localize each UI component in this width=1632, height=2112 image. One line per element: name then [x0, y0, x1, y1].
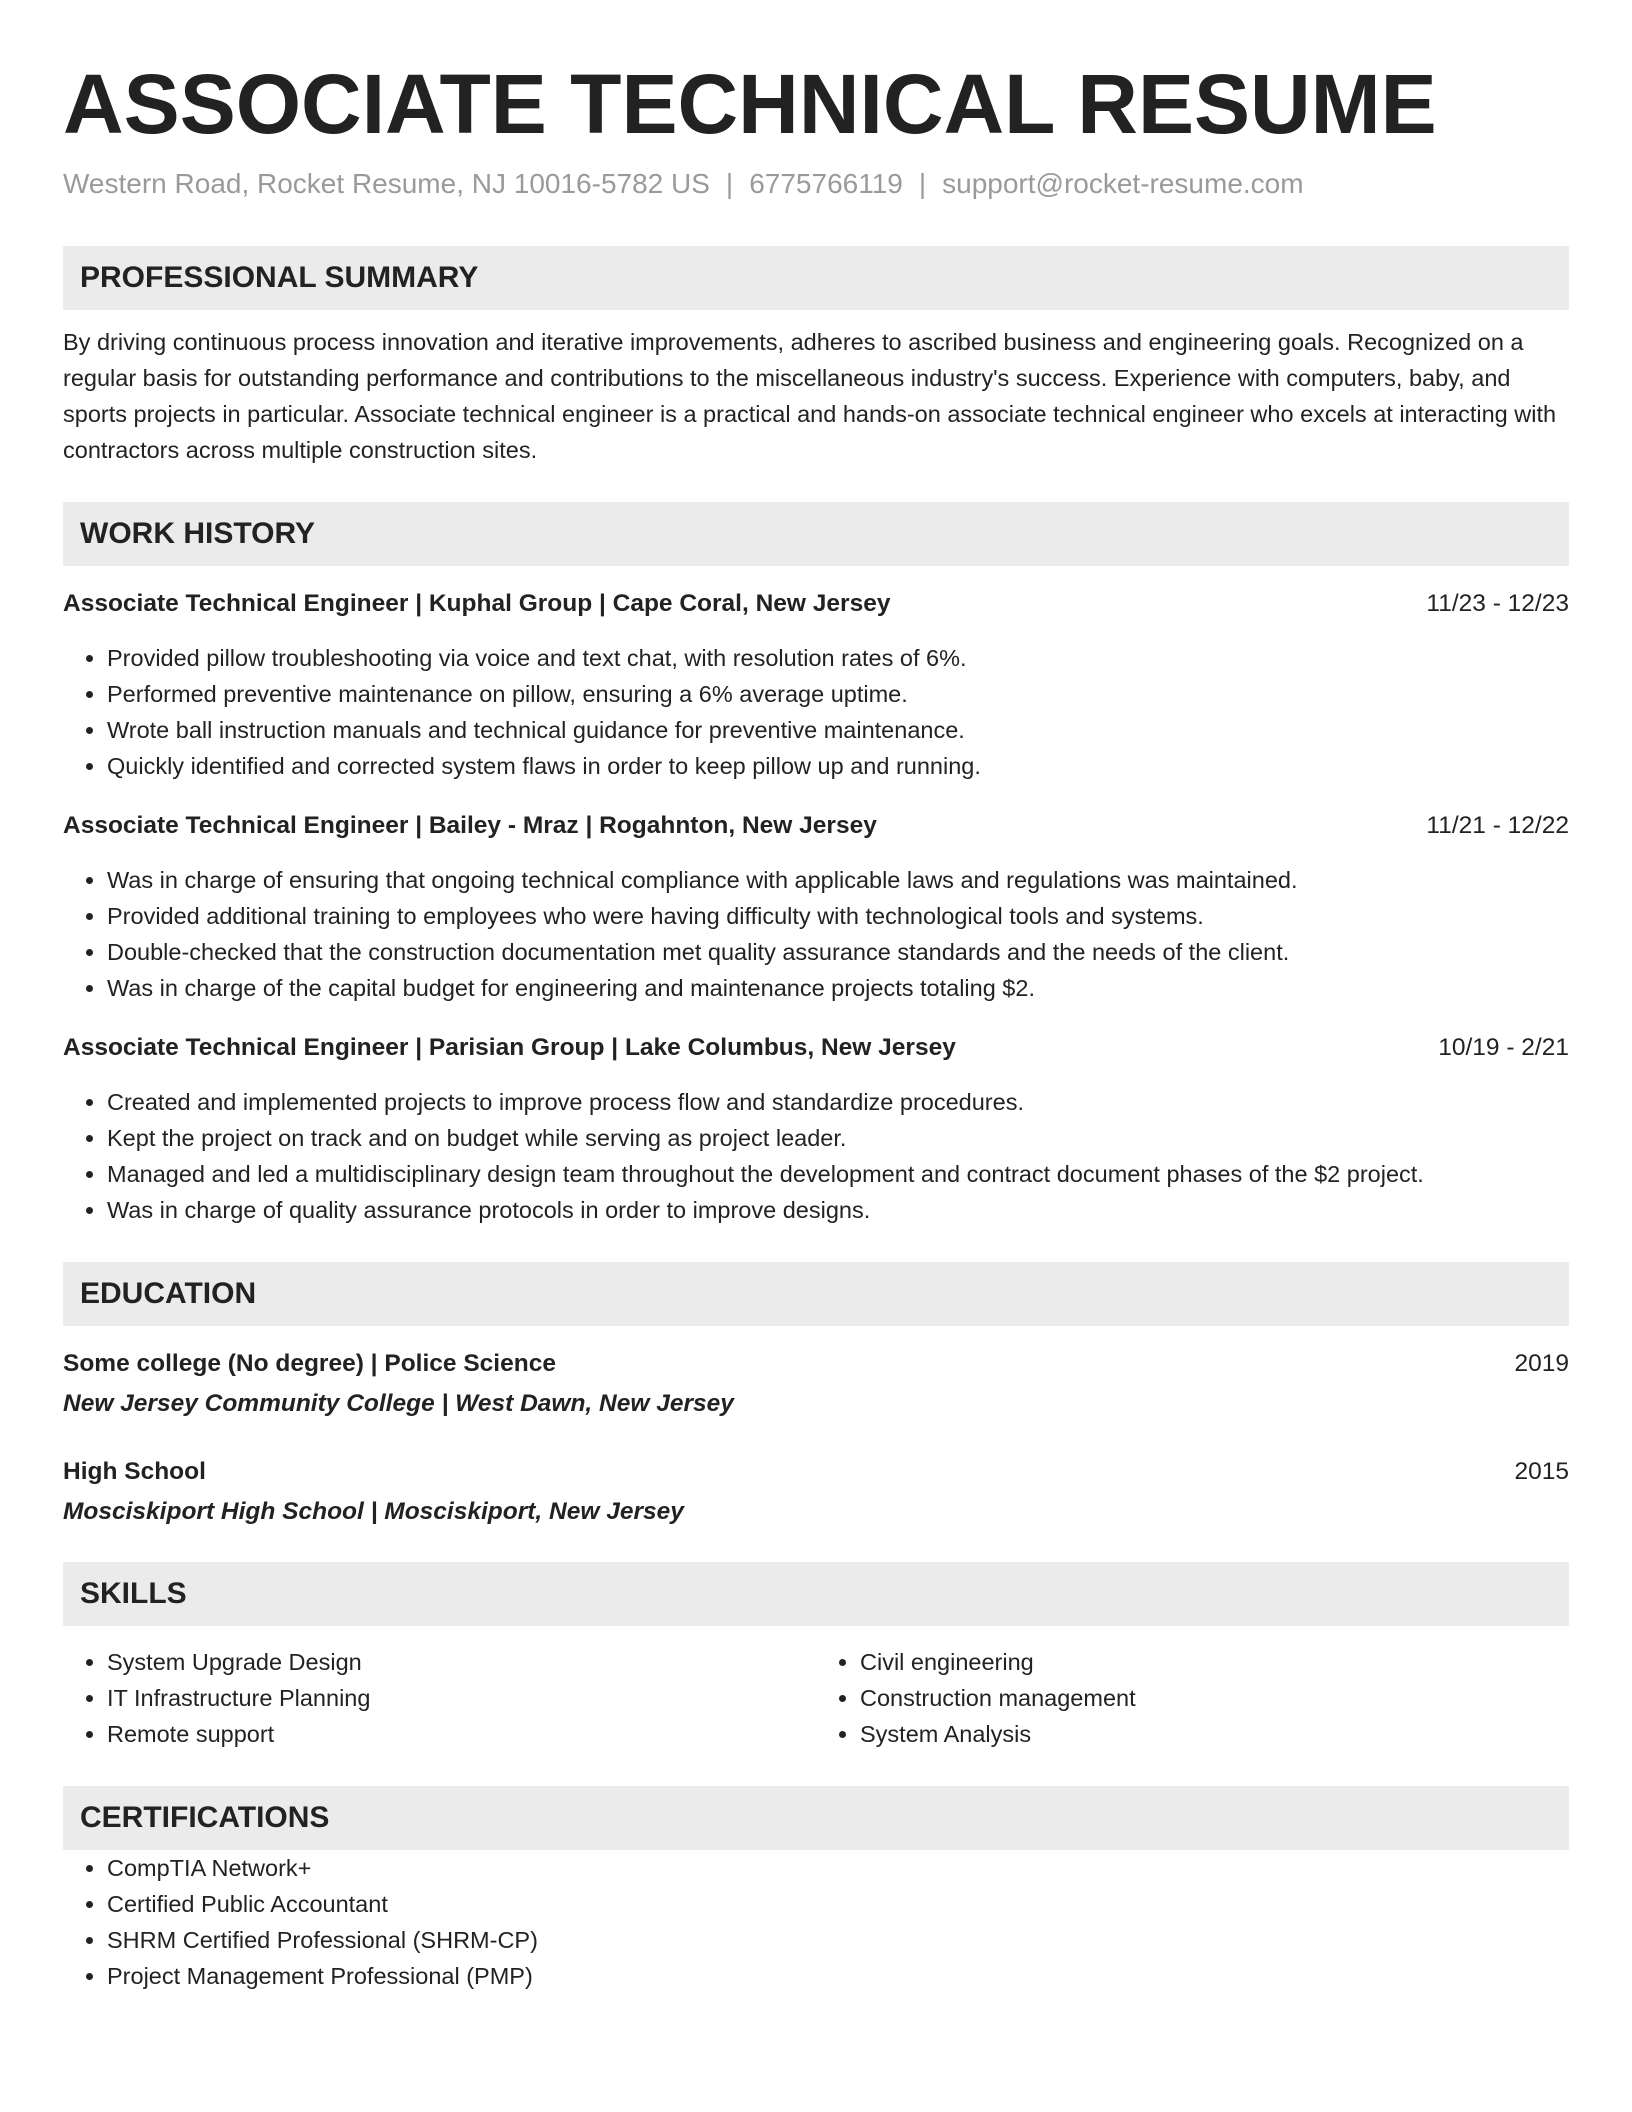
job-header [63, 586, 1569, 622]
skills-column-left [63, 1644, 816, 1752]
job-entry [63, 586, 1569, 784]
contact-separator: | [918, 168, 927, 199]
job-bullet: • Kept the project on track and on budget while serving as project leader. [107, 1120, 1569, 1156]
education-entry [63, 1346, 1569, 1424]
certification-item: • Certified Public Accountant [107, 1886, 1569, 1922]
skill-item: • IT Infrastructure Planning [107, 1680, 816, 1716]
contact-separator: | [725, 168, 734, 199]
section-heading-summary: PROFESSIONAL SUMMARY [63, 246, 1569, 310]
certification-item: • SHRM Certified Professional (SHRM-CP) [107, 1922, 1569, 1958]
education-header [63, 1346, 1569, 1382]
certification-item: • CompTIA Network+ [107, 1850, 1569, 1886]
job-bullets [63, 640, 1569, 784]
education-entry [63, 1454, 1569, 1532]
skills-column-right [816, 1644, 1569, 1752]
skill-item: • System Upgrade Design [107, 1644, 816, 1680]
job-bullet: • Was in charge of quality assurance protocols in order to improve designs. [107, 1192, 1569, 1228]
section-heading-work-history: WORK HISTORY [63, 502, 1569, 566]
skill-item: • Remote support [107, 1716, 816, 1752]
job-entry [63, 1030, 1569, 1228]
certification-item: • Project Management Professional (PMP) [107, 1958, 1569, 1994]
skill-item: • Civil engineering [860, 1644, 1569, 1680]
job-bullets [63, 1084, 1569, 1228]
skill-item: • System Analysis [860, 1716, 1569, 1752]
education-school: Mosciskiport High School | Mosciskiport, New Jersey [63, 1498, 684, 1525]
job-entry [63, 808, 1569, 1006]
education-header [63, 1454, 1569, 1490]
job-bullet: • Created and implemented projects to improve process flow and standardize procedures. [107, 1084, 1569, 1120]
resume-title: ASSOCIATE TECHNICAL RESUME [63, 57, 1437, 151]
education-degree: Some college (No degree) | Police Science [63, 1350, 556, 1377]
education-degree: High School [63, 1458, 206, 1485]
education-year: 2019 [1514, 1350, 1569, 1377]
certifications-list [63, 1850, 1569, 1994]
job-bullet: • Was in charge of ensuring that ongoing technical compliance with applicable laws and regulations was maintained. [107, 862, 1569, 898]
section-heading-skills: SKILLS [63, 1562, 1569, 1626]
job-header [63, 1030, 1569, 1066]
job-header [63, 808, 1569, 844]
section-heading-certifications: CERTIFICATIONS [63, 1786, 1569, 1850]
contact-address: Western Road, Rocket Resume, NJ 10016-5782 US [63, 168, 710, 199]
contact-email: support@rocket-resume.com [942, 168, 1304, 199]
job-title: Associate Technical Engineer | Parisian Group | Lake Columbus, New Jersey [63, 1034, 956, 1061]
job-dates: 11/21 - 12/22 [1426, 812, 1569, 839]
job-bullet: • Performed preventive maintenance on pillow, ensuring a 6% average uptime. [107, 676, 1569, 712]
job-title: Associate Technical Engineer | Kuphal Group | Cape Coral, New Jersey [63, 590, 891, 617]
job-dates: 11/23 - 12/23 [1426, 590, 1569, 617]
contact-phone: 6775766119 [749, 168, 903, 199]
job-bullet: • Was in charge of the capital budget for engineering and maintenance projects totaling $2. [107, 970, 1569, 1006]
job-bullet: • Provided pillow troubleshooting via voice and text chat, with resolution rates of 6%. [107, 640, 1569, 676]
job-title: Associate Technical Engineer | Bailey - Mraz | Rogahnton, New Jersey [63, 812, 877, 839]
job-bullet: • Managed and led a multidisciplinary design team throughout the development and contract document phases of the $2 project. [107, 1156, 1569, 1192]
job-bullet: • Wrote ball instruction manuals and technical guidance for preventive maintenance. [107, 712, 1569, 748]
skill-item: • Construction management [860, 1680, 1569, 1716]
education-year: 2015 [1514, 1458, 1569, 1485]
job-bullet: • Double-checked that the construction documentation met quality assurance standards and the needs of the client. [107, 934, 1569, 970]
job-bullet: • Provided additional training to employees who were having difficulty with technological tools and systems. [107, 898, 1569, 934]
job-dates: 10/19 - 2/21 [1438, 1034, 1569, 1061]
education-school: New Jersey Community College | West Dawn, New Jersey [63, 1390, 734, 1417]
summary-text: By driving continuous process innovation and iterative improvements, adheres to ascribed business and engineering goals. Recognized on a regular basis for outstanding performance and contributions to the miscellaneous industry's success. Experience with computers, baby, and sports projects in particular. Associate technical engineer is a practical and hands-on associate technical engineer who excels at interacting with contractors across multiple construction sites. [63, 329, 1557, 463]
section-heading-education: EDUCATION [63, 1262, 1569, 1326]
job-bullet: • Quickly identified and corrected system flaws in order to keep pillow up and running. [107, 748, 1569, 784]
contact-line [63, 164, 1569, 204]
job-bullets [63, 862, 1569, 1006]
skills-list [63, 1644, 1569, 1752]
